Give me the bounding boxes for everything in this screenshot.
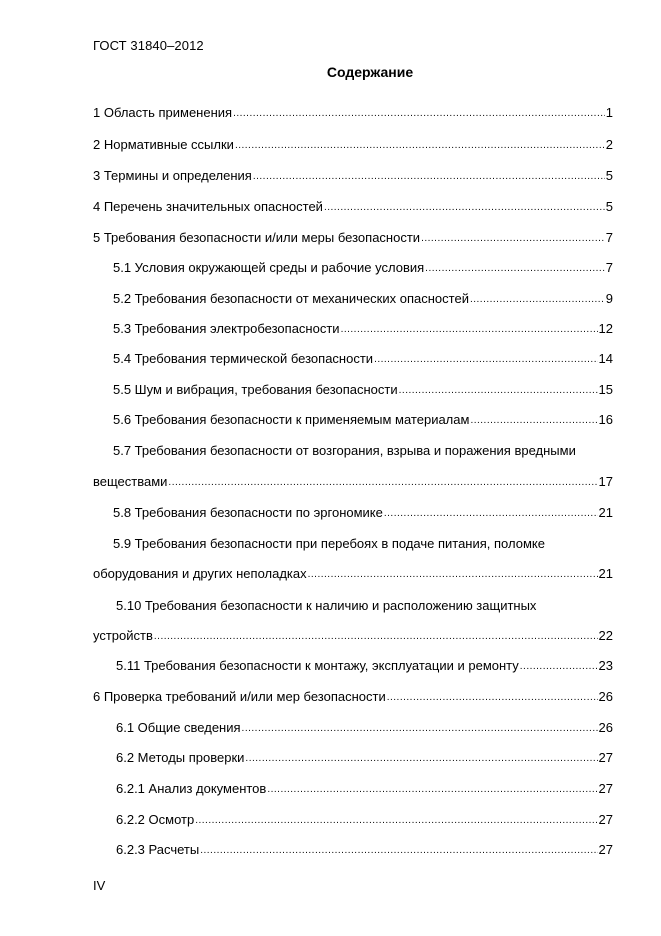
toc-entry-label: 5.11 Требования безопасности к монтажу, эксплуатации и ремонту [116, 658, 519, 673]
toc-leader-dots [470, 291, 605, 309]
toc-entry-label: 5.3 Требования электробезопасности [113, 321, 340, 336]
toc-entry-6[interactable] [93, 688, 613, 706]
toc-leader-dots [324, 199, 605, 217]
toc-page-number: 21 [598, 505, 613, 520]
toc-leader-dots [341, 321, 598, 339]
toc-entry-6-1[interactable] [116, 719, 613, 737]
toc-leader-dots [421, 230, 605, 248]
toc-page-number: 27 [598, 812, 613, 827]
toc-page-number: 21 [598, 566, 613, 581]
toc-entry-label: 5.8 Требования безопасности по эргономике [113, 505, 383, 520]
toc-entry-5-5[interactable] [113, 381, 613, 399]
toc-entry-label: 6.2.1 Анализ документов [116, 781, 267, 796]
toc-page-number: 17 [598, 474, 613, 489]
toc-page-number: 16 [598, 412, 613, 427]
toc-leader-dots [308, 566, 598, 584]
toc-entry-label: 5.1 Условия окружающей среды и рабочие условия [113, 260, 425, 275]
toc-page-number: 22 [598, 628, 613, 643]
toc-leader-dots [245, 750, 597, 768]
toc-entry-5-9-line1[interactable]: 5.9 Требования безопасности при перебоях в подаче питания, поломке [113, 536, 545, 551]
toc-entry-5-11[interactable] [116, 657, 613, 675]
toc-entry-4[interactable] [93, 198, 613, 216]
toc-leader-dots [253, 168, 605, 186]
toc-page-number: 5 [605, 199, 613, 214]
toc-leader-dots [233, 105, 605, 123]
toc-entry-5-10[interactable] [93, 627, 613, 645]
toc-page-number: 5 [605, 168, 613, 183]
toc-page-number: 23 [598, 658, 613, 673]
toc-leader-dots [470, 412, 597, 430]
toc-entry-5-7[interactable] [93, 473, 613, 491]
toc-page-number: 26 [598, 689, 613, 704]
toc-entry-6-2-1[interactable] [116, 780, 613, 798]
toc-page-number: 12 [598, 321, 613, 336]
toc-page-number: 14 [598, 351, 613, 366]
toc-page-number: 9 [605, 291, 613, 306]
toc-entry-label: веществами [93, 474, 168, 489]
toc-page-number: 27 [598, 842, 613, 857]
toc-leader-dots [154, 628, 598, 646]
toc-entry-label: 5.6 Требования безопасности к применяемым материалам [113, 412, 470, 427]
toc-entry-label: 1 Область применения [93, 105, 233, 120]
toc-entry-label: 6 Проверка требований и/или мер безопасности [93, 689, 386, 704]
toc-leader-dots [399, 382, 598, 400]
toc-entry-6-2[interactable] [116, 749, 613, 767]
toc-leader-dots [520, 658, 598, 676]
toc-page-number: 26 [598, 720, 613, 735]
toc-entry-label: 5.5 Шум и вибрация, требования безопасности [113, 382, 398, 397]
toc-entry-5-4[interactable] [113, 350, 613, 368]
toc-page-number: 1 [605, 105, 613, 120]
toc-entry-label: 5 Требования безопасности и/или меры безопасности [93, 230, 421, 245]
toc-entry-label: устройств [93, 628, 153, 643]
toc-entry-5-3[interactable] [113, 320, 613, 338]
toc-entry-label: 5.4 Требования термической безопасности [113, 351, 374, 366]
standard-header: ГОСТ 31840–2012 [93, 38, 204, 53]
toc-entry-5-2[interactable] [113, 290, 613, 308]
toc-page-number: 27 [598, 781, 613, 796]
toc-leader-dots [267, 781, 597, 799]
toc-entry-label: оборудования и других неполадках [93, 566, 307, 581]
toc-page-number: 15 [598, 382, 613, 397]
toc-entry-label: 5.2 Требования безопасности от механических опасностей [113, 291, 469, 306]
toc-entry-5-9[interactable] [93, 565, 613, 583]
toc-page-number: 7 [605, 230, 613, 245]
toc-page-number: 7 [605, 260, 613, 275]
toc-leader-dots [195, 812, 597, 830]
toc-leader-dots [168, 474, 597, 492]
page-number-footer: IV [93, 878, 106, 893]
toc-entry-label: 2 Нормативные ссылки [93, 137, 234, 152]
toc-entry-label: 3 Термины и определения [93, 168, 252, 183]
toc-entry-3[interactable] [93, 167, 613, 185]
toc-page-number: 27 [598, 750, 613, 765]
toc-leader-dots [242, 720, 598, 738]
toc-leader-dots [384, 505, 598, 523]
toc-leader-dots [387, 689, 598, 707]
toc-entry-label: 6.2.2 Осмотр [116, 812, 195, 827]
toc-leader-dots [425, 260, 605, 278]
toc-page-number: 2 [605, 137, 613, 152]
toc-entry-5-10-line1[interactable]: 5.10 Требования безопасности к наличию и расположению защитных [116, 598, 537, 613]
toc-leader-dots [200, 842, 597, 860]
toc-entry-label: 6.1 Общие сведения [116, 720, 241, 735]
toc-entry-2[interactable] [93, 136, 613, 154]
toc-entry-label: 6.2.3 Расчеты [116, 842, 200, 857]
toc-entry-6-2-2[interactable] [116, 811, 613, 829]
toc-entry-5-7-line1[interactable]: 5.7 Требования безопасности от возгорания, взрыва и поражения вредными [113, 443, 576, 458]
toc-leader-dots [374, 351, 597, 369]
toc-entry-5-1[interactable] [113, 259, 613, 277]
toc-entry-5[interactable] [93, 229, 613, 247]
toc-entry-5-6[interactable] [113, 411, 613, 429]
toc-entry-label: 4 Перечень значительных опасностей [93, 199, 323, 214]
toc-entry-1[interactable] [93, 104, 613, 122]
page-title: Содержание [326, 64, 414, 80]
toc-leader-dots [235, 137, 605, 155]
toc-entry-6-2-3[interactable] [116, 841, 613, 859]
toc-entry-label: 6.2 Методы проверки [116, 750, 245, 765]
toc-entry-5-8[interactable] [113, 504, 613, 522]
